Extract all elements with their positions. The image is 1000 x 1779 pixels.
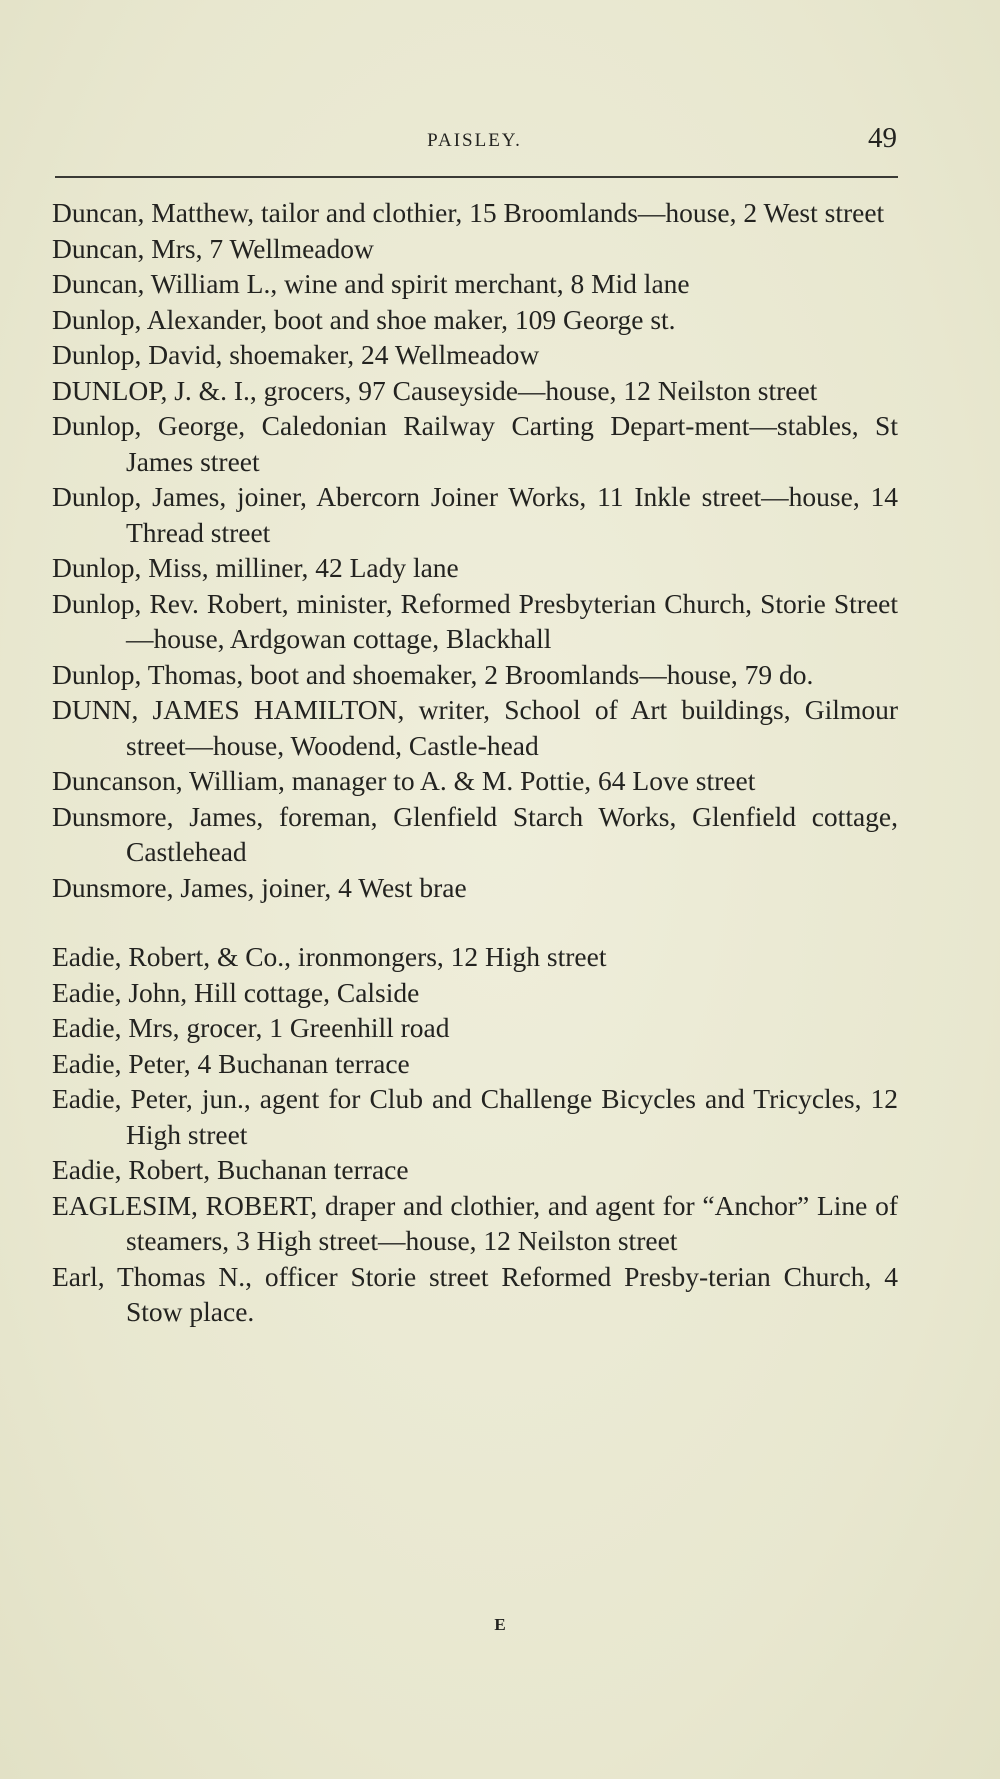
directory-entry: Dunsmore, James, joiner, 4 West brae [52, 871, 467, 903]
section-d-entries [52, 195, 898, 905]
directory-entry: DUNN, JAMES HAMILTON, writer, School of Art buildings, Gilmour street—house, Woodend, Castle-head [52, 694, 898, 761]
directory-entry: Eadie, John, Hill cottage, Calside [52, 976, 420, 1008]
directory-entry: Dunsmore, James, foreman, Glenfield Starch Works, Glenfield cottage, Castlehead [52, 800, 898, 867]
directory-entry: Duncan, Matthew, tailor and clothier, 15 Broomlands—house, 2 West street [52, 197, 885, 228]
directory-entry: Dunlop, James, joiner, Abercorn Joiner Works, 11 Inkle street—house, 14 Thread street [52, 481, 898, 548]
directory-entry: Eadie, Robert, Buchanan terrace [52, 1154, 409, 1185]
directory-entry: Duncan, Mrs, 7 Wellmeadow [52, 232, 374, 264]
running-title: PAISLEY. [427, 130, 522, 151]
directory-entry: DUNLOP, J. &. I., grocers, 97 Causeyside—house, 12 Neilston street [52, 374, 818, 406]
directory-entry: Eadie, Mrs, grocer, 1 Greenhill road [52, 1012, 450, 1043]
directory-entry: Dunlop, George, Caledonian Railway Carting Depart-ment—stables, St James street [52, 410, 898, 477]
directory-entry: Dunlop, Rev. Robert, minister, Reformed Presbyterian Church, Storie Street—house, Ardgowan cottage, Blackhall [52, 587, 898, 654]
directory-entry: Earl, Thomas N., officer Storie street Reformed Presby-terian Church, 4 Stow place. [52, 1260, 898, 1327]
directory-entry: Dunlop, David, shoemaker, 24 Wellmeadow [52, 339, 540, 370]
header-rule [55, 176, 898, 178]
directory-entries [52, 195, 898, 1330]
page-header [52, 122, 897, 158]
directory-entry: Eadie, Peter, jun., agent for Club and Challenge Bicycles and Tricycles, 12 High street [52, 1083, 898, 1150]
section-e-entries [52, 939, 898, 1330]
directory-entry: Eadie, Peter, 4 Buchanan terrace [52, 1047, 410, 1079]
directory-entry: Dunlop, Miss, milliner, 42 Lady lane [52, 552, 459, 583]
directory-entry: Duncanson, William, manager to A. & M. Pottie, 64 Love street [52, 765, 756, 796]
signature-mark: E [494, 1615, 506, 1634]
directory-entry: Eadie, Robert, & Co., ironmongers, 12 High street [52, 941, 607, 972]
directory-entry: EAGLESIM, ROBERT, draper and clothier, and agent for “Anchor” Line of steamers, 3 High street—house, 12 Neilston street [52, 1189, 898, 1256]
directory-entry: Dunlop, Alexander, boot and shoe maker, 109 George st. [52, 303, 676, 335]
directory-entry: Dunlop, Thomas, boot and shoemaker, 2 Broomlands—house, 79 do. [52, 658, 814, 690]
page-number: 49 [868, 122, 897, 154]
directory-entry: Duncan, William L., wine and spirit merchant, 8 Mid lane [52, 268, 690, 299]
